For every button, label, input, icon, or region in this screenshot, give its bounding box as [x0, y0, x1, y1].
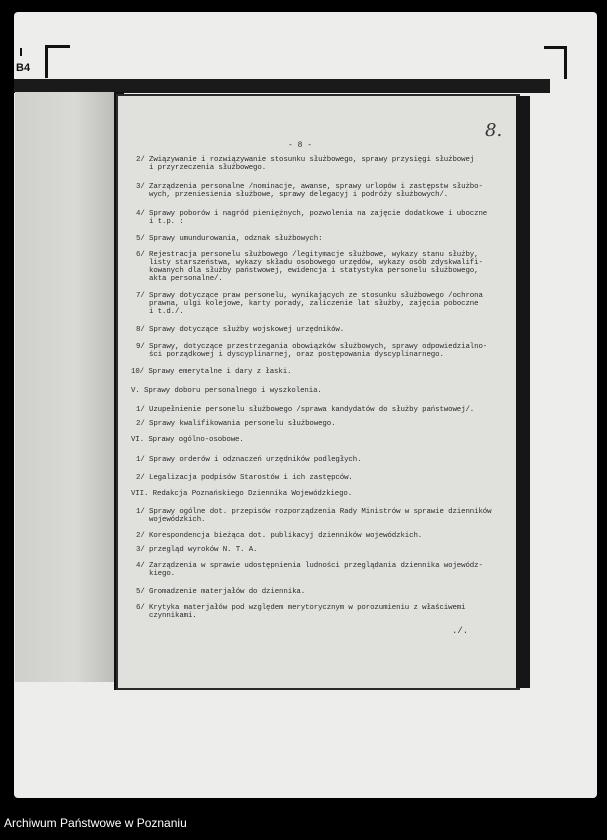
document-line: 2/ Sprawy kwalifikowania personelu służbowego.	[136, 420, 336, 428]
document-line: 9/ Sprawy, dotyczące przestrzegania obowiązków służbowych, sprawy odpowiedzialno- ści porządkowej i dyscyplinarnej, oraz postępowania dyscyplinarnego.	[136, 343, 488, 359]
document-line: 1/ Sprawy orderów i odznaczeń urzędników podległych.	[136, 456, 362, 464]
document-line: 2/ Legalizacja podpisów Starostów i ich zastępców.	[136, 474, 353, 482]
document-line: 6/ Rejestracja personelu służbowego /legitymacje służbowe, wykazy stanu służby, listy starszeństwa, wykazy składu osobowego urzędów, wykazy osób zdyskwalifi- kowanych dla służby państwowej, ewidencja i statystyka personelu służbowego, akta personalne/.	[136, 251, 483, 283]
page-shadow	[516, 96, 530, 688]
document-line: 10/ Sprawy emerytalne i dary z łaski.	[131, 368, 292, 376]
corner-mark-right	[544, 46, 567, 79]
document-line: 3/ przegląd wyroków N. T. A.	[136, 546, 258, 554]
document-line: 3/ Zarządzenia personalne /nominacje, awanse, sprawy urlopów i zastępstw służbo- wych, przeniesienia służbowe, sprawy delegacyj i podróży służbowych/.	[136, 183, 483, 199]
document-line: 6/ Krytyka materjałów pod względem merytorycznym w porozumieniu z właściwemi czynnikami.	[136, 604, 466, 620]
document-line: VI. Sprawy ogólno-osobowe.	[131, 436, 244, 444]
left-sheet	[15, 92, 114, 682]
archive-caption: Archiwum Państwowe w Poznaniu	[4, 816, 187, 830]
document-line: VII. Redakcja Poznańskiego Dziennika Wojewódzkiego.	[131, 490, 353, 498]
closing-mark: ./.	[452, 626, 469, 636]
frame-label: B4	[16, 62, 31, 74]
corner-mark-left	[45, 45, 70, 78]
document-line: 1/ Sprawy ogólne dot. przepisów rozporządzenia Rady Ministrów w sprawie dzienników wojewódzkich.	[136, 508, 492, 524]
document-line: 7/ Sprawy dotyczące praw personelu, wynikających ze stosunku służbowego /ochrona prawna, ulgi kolejowe, karty porady, zaliczenie lat służby, zajęcia poboczne i t.d./.	[136, 292, 483, 316]
document-line: 4/ Sprawy poborów i nagród pieniężnych, pozwolenia na zajęcie dodatkowe i uboczne i t.p. :	[136, 210, 488, 226]
document-line: 5/ Gromadzenie materjałów do dziennika.	[136, 588, 306, 596]
document-line: 8/ Sprawy dotyczące służby wojskowej urzędników.	[136, 326, 345, 334]
document-line: V. Sprawy doboru personalnego i wyszkolenia.	[131, 387, 322, 395]
page-number: - 8 -	[288, 141, 313, 150]
frame-mark	[20, 48, 22, 56]
document-line: 4/ Zarządzenia w sprawie udostępnienia ludności przeglądania dziennika wojewódz- kiego.	[136, 562, 483, 578]
document-line: 2/ Związywanie i rozwiązywanie stosunku służbowego, sprawy przysięgi służbowej i przyrzeczenia służbowego.	[136, 156, 475, 172]
scan-band	[14, 79, 550, 93]
document-line: 5/ Sprawy umundurowania, odznak służbowych:	[136, 235, 323, 243]
folio-number: 8.	[485, 120, 503, 141]
document-line: 1/ Uzupełnienie personelu służbowego /sprawa kandydatów do służby państwowej/.	[136, 406, 475, 414]
document-line: 2/ Korespondencja bieżąca dot. publikacyj dzienników wojewódzkich.	[136, 532, 423, 540]
